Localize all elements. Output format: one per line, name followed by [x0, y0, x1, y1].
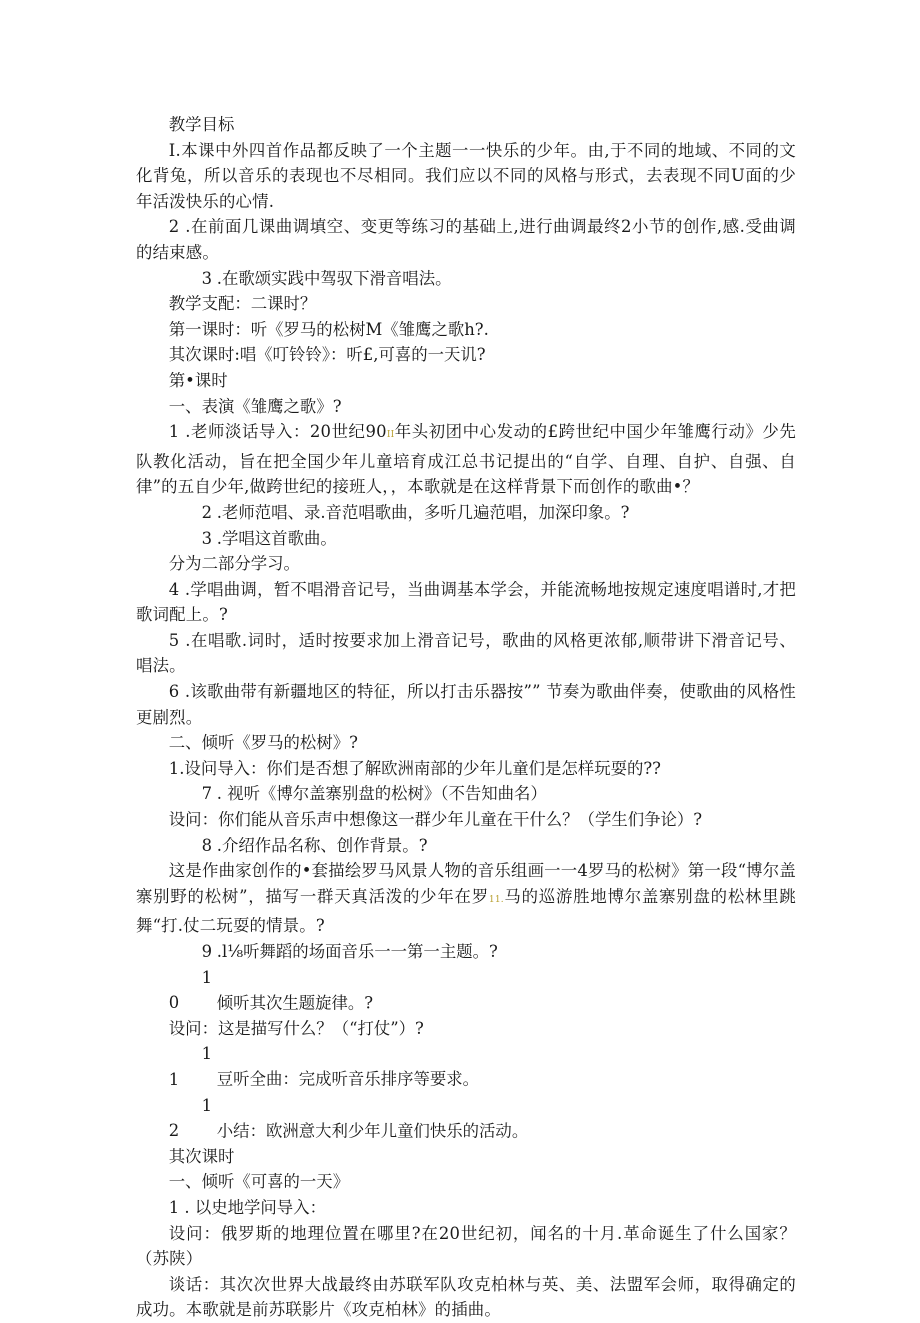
paragraph-listen-12: [136, 1093, 796, 1144]
item-number: 7: [201, 784, 213, 804]
item-text: . 视听《博尔盖寨别盘的松树》（不告知曲名）: [216, 784, 547, 804]
paragraph-history-intro: 1 . 以史地学问导入：: [168, 1197, 326, 1217]
paragraph-objective-1: I.本课中外四首作品都反映了一个主题一一快乐的少年。由,于不同的地域、不同的文化背兔，所以音乐的表现也不尽相同。我们应以不同的风格与形式，去表现不同U面的少年活泼快乐的心情.: [136, 140, 796, 211]
paragraph-listen-9: [136, 939, 796, 965]
item-text: .老师范唱、录.音范唱歌曲，多听几遍范唱，加深印象。?: [216, 502, 630, 522]
paragraph-question-2: 设问：这是描写什么？（“打仗”）?: [168, 1018, 424, 1038]
bg-text-b: 马的巡游胜地博尔盖寨别盘的松林里跳舞“打.仗二玩耍的情景。?: [136, 886, 796, 936]
document-body: [136, 112, 796, 1323]
item-text: .l⅛听舞蹈的场面音乐一一第一主题。?: [216, 942, 498, 961]
paragraph-listen-8: [136, 833, 796, 859]
paragraph-arrangement: 教学支配：二课时？: [168, 294, 317, 314]
item-text: 倾听其次生题旋律。?: [216, 993, 374, 1013]
subheading-happy-day: 一、倾听《可喜的一天》: [168, 1172, 350, 1192]
paragraph-listen-11: [136, 1041, 796, 1092]
item-text: 豆听全曲：完成听音乐排序等要求。: [216, 1069, 480, 1089]
paragraph-step-4: 4 .学唱曲调，暂不唱滑音记号，当曲调基本学会，并能流畅地按规定速度唱谱时,才把歌词配上。?: [136, 579, 796, 625]
paragraph-lesson-2-plan: 其次课时:唱《叮铃铃》：听£,可喜的一天讥?: [168, 345, 486, 365]
paragraph-split-parts: 分为二部分学习。: [168, 554, 300, 574]
item-text: .在歌颂实践中驾驭下滑音唱法。: [216, 268, 452, 288]
section-heading-lesson-2: 其次课时: [168, 1146, 235, 1166]
item-number: 12: [168, 1095, 213, 1141]
item-number: 3: [201, 528, 213, 548]
item-text: 小结：欧洲意大利少年儿童们快乐的活动。: [216, 1121, 529, 1141]
item-text: .学唱这首歌曲。: [216, 528, 337, 548]
paragraph-step-2: [136, 500, 796, 526]
paragraph-lesson-1-plan: 第一课时：听《罗马的松树M《雏鹰之歌h?.: [168, 319, 489, 339]
paragraph-question: 设问：你们能从音乐声中想像这一群少年儿童在干什么？（学生们争论）?: [168, 810, 703, 830]
paragraph-history-question: 设问：俄罗斯的地理位置在哪里?在20世纪初，闻名的十月.革命诞生了什么国家？（苏陕）: [136, 1223, 796, 1269]
step-text-b: 年头初团中心发动的£跨世纪中国少年雏鹰行动》少先队教化活动，旨在把全国少年儿童培育成江总书记提出的“自学、自理、自护、自强、自律”的五自少年,做跨世纪的接班人，，本歌就是在这样背景下而创作的歌曲•？: [136, 422, 796, 497]
section-heading-lesson-1: 第•课时: [168, 370, 228, 390]
paragraph-history-talk: 谈话：其次次世界大战最终由苏联军队攻克柏林与英、美、法盟军会师，取得确定的成功。本歌就是前苏联影片《攻克柏林》的插曲。: [136, 1274, 796, 1320]
item-number: 10: [168, 967, 213, 1013]
step-text-a: 1 .老师淡话导入：20世纪90: [168, 422, 387, 442]
paragraph-step-5: 5 .在唱歌.词时，适时按要求加上滑音记号，歌曲的风格更浓郁,顺带讲下滑音记号、唱法。: [136, 630, 796, 676]
subheading-perform-song: 一、表演《雏鹰之歌》?: [168, 396, 342, 416]
margin-mark: 11.: [488, 894, 504, 905]
item-number: 8: [201, 835, 213, 855]
paragraph-listen-10: [136, 965, 796, 1016]
bg-text-a: 这是作曲家创作的•套描绘罗马风景人物的音乐组画一一4罗马的松树》第一段“博尔盖寨别野的松树”，描写一群天真活泼的少年在罗: [136, 861, 796, 906]
subheading-listen-pines: 二、倾听《罗马的松树》?: [168, 733, 358, 753]
item-number: 2: [201, 502, 213, 522]
section-heading-objectives: 教学目标: [168, 115, 235, 134]
paragraph-step-3: [136, 526, 796, 552]
paragraph-step-6: 6 .该歌曲带有新疆地区的特征，所以打击乐器按”” 节奏为歌曲伴奏，使歌曲的风格性更剧烈。: [136, 682, 796, 727]
paragraph-objective-2: 2 .在前面几课曲调填空、变更等练习的基础上,进行曲调最终2小节的创作,感.受曲调的结束感。: [136, 217, 796, 262]
paragraph-background: [136, 858, 796, 939]
paragraph-objective-3: [136, 266, 796, 292]
paragraph-listen-1: 1.设问导入：你们是否想了解欧洲南部的少年儿童们是怎样玩耍的??: [168, 758, 661, 778]
item-number: 11: [168, 1044, 213, 1089]
paragraph-listen-7: [136, 781, 796, 807]
item-text: .介绍作品名称、创作背景。?: [216, 835, 428, 855]
paragraph-step-1: [136, 419, 796, 500]
item-number: 3: [201, 268, 213, 288]
item-number: 9: [201, 942, 213, 961]
margin-mark: II: [386, 430, 395, 441]
